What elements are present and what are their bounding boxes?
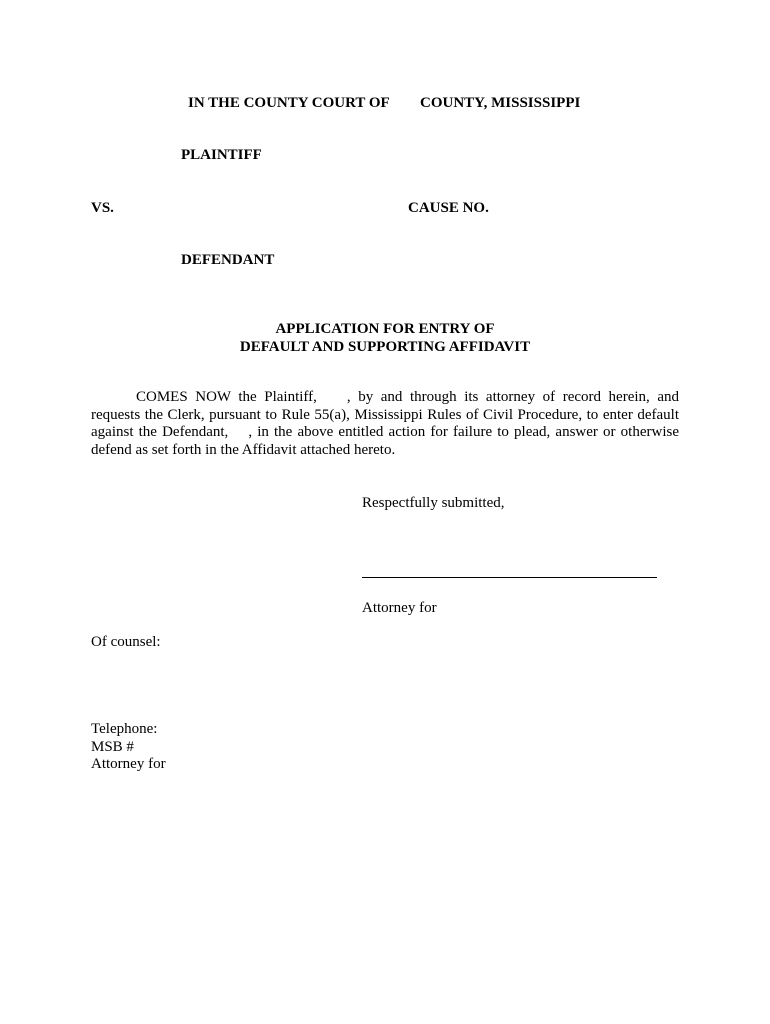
counsel-attorney-for: Attorney for xyxy=(91,756,166,772)
versus-label: VS. xyxy=(91,200,114,216)
court-name-left: IN THE COUNTY COURT OF xyxy=(188,95,390,111)
body-line-3 xyxy=(91,424,679,442)
body-line-4: defend as set forth in the Affidavit attached hereto. xyxy=(91,441,396,458)
closing-text: Respectfully submitted, xyxy=(362,495,505,511)
document-title-line-1: APPLICATION FOR ENTRY OF xyxy=(275,321,495,337)
of-counsel-label: Of counsel: xyxy=(91,634,161,650)
defendant-label: DEFENDANT xyxy=(181,252,275,268)
body-line-3a: against the Defendant, xyxy=(91,424,229,441)
cause-number-label: CAUSE NO. xyxy=(408,200,489,216)
body-line-1 xyxy=(91,389,679,407)
signature-attorney-for: Attorney for xyxy=(362,600,437,616)
plaintiff-label: PLAINTIFF xyxy=(181,147,262,163)
body-line-2: requests the Clerk, pursuant to Rule 55(a), Mississippi Rules of Civil Procedure, to enter default xyxy=(91,406,679,423)
body-line-3b: , in the above entitled action for failure to plead, answer or otherwise xyxy=(248,424,679,441)
document-title-line-2: DEFAULT AND SUPPORTING AFFIDAVIT xyxy=(239,339,531,355)
court-name-right: COUNTY, MISSISSIPPI xyxy=(420,95,581,111)
signature-line xyxy=(362,577,657,578)
telephone-label: Telephone: xyxy=(91,721,158,737)
body-paragraph xyxy=(91,389,679,459)
body-line-1a: COMES NOW the Plaintiff, xyxy=(136,389,317,405)
msb-number-label: MSB # xyxy=(91,739,134,755)
body-line-1b: , by and through its attorney of record herein, and xyxy=(346,389,680,405)
